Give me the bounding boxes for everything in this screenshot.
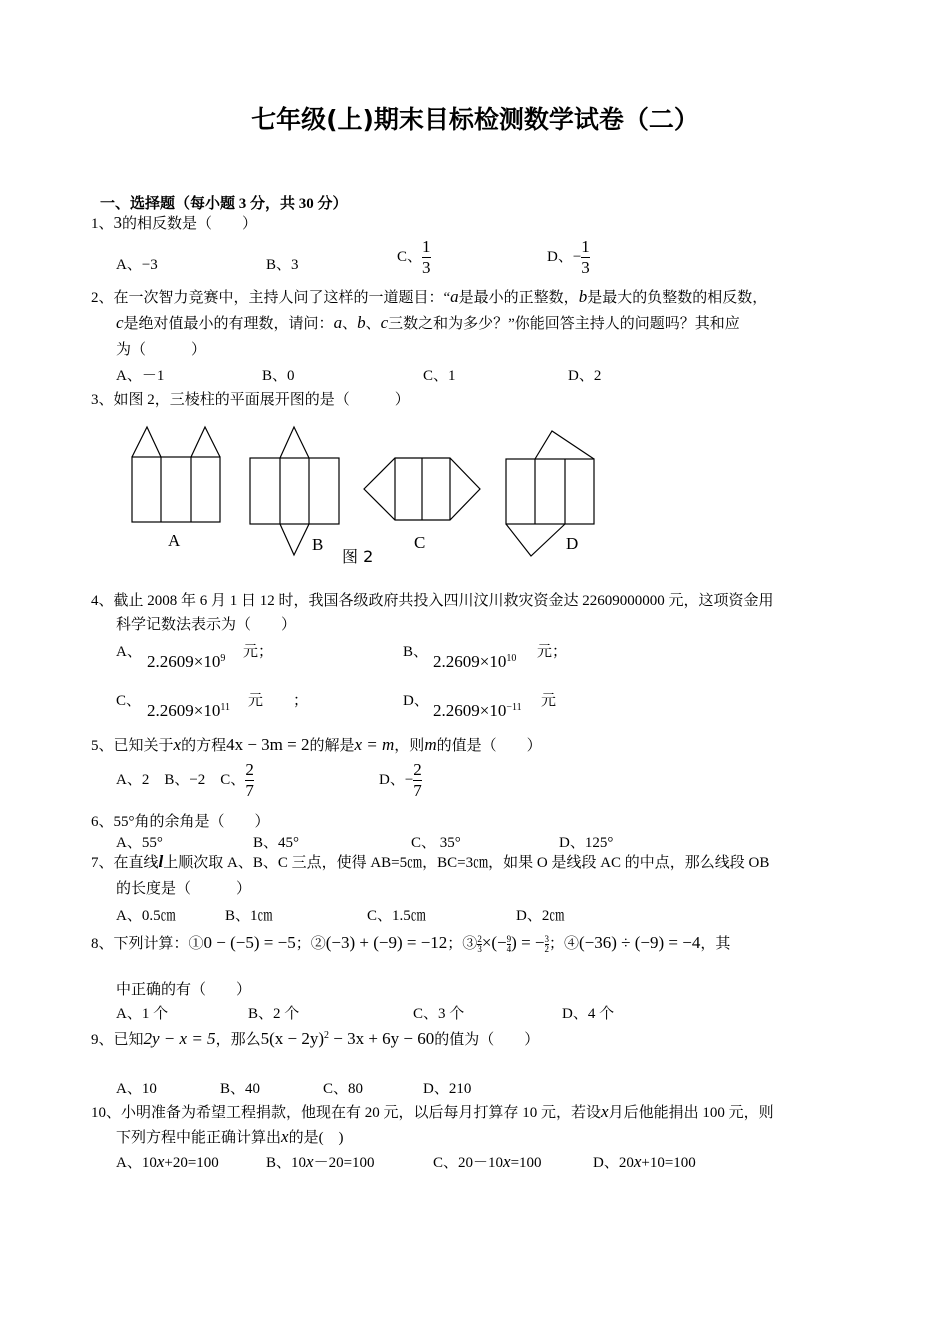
q7-option-a: A、0.5㎝	[116, 908, 176, 924]
q4-option-b-label: B、	[403, 644, 429, 660]
question-2-line3: 为（ ）	[116, 342, 207, 358]
question-6: 6、55°角的余角是（ ）	[91, 814, 270, 830]
q4-option-b-unit: 元；	[537, 644, 568, 660]
q4-option-b: $2.2609\times 10^{10}$	[433, 652, 517, 671]
q7-option-c: C、1.5㎝	[367, 908, 426, 924]
q4-option-d-unit: 元	[541, 693, 557, 709]
q1-number: 1、	[91, 216, 114, 232]
net-label-c: C	[414, 533, 426, 552]
question-8-line1: 8、下列计算：①0 − (−5) = −5；②(−3) + (−9) = −12；③ $\frac{2}{3}$ ×(− $\frac{9}{4}$ ) = − $\frac{3}{2}$ ；④(−36) ÷ (−9) = −4，其	[91, 933, 731, 955]
q9-option-a: A、10	[116, 1081, 157, 1097]
q9-option-d: D、210	[423, 1081, 472, 1097]
q8-option-d: D、4 个	[562, 1006, 615, 1022]
q6-option-a: A、55°	[116, 835, 163, 851]
question-3: 3、如图 2，三棱柱的平面展开图的是（ ）	[91, 392, 410, 408]
net-b	[250, 427, 339, 555]
q4-option-d-label: D、	[403, 693, 429, 709]
q2-option-a: A、－1	[116, 368, 165, 384]
question-4-line1: 4、截止 2008 年 6 月 1 日 12 时，我国各级政府共投入四川汶川救灾资金达 22609000000 元，这项资金用	[91, 593, 774, 609]
q1-option-c: C、 $\frac{1}{3}$	[397, 237, 431, 277]
q4-option-a: $2.2609\times 10^9$	[147, 652, 226, 671]
q1-option-a: A、−3	[116, 257, 158, 273]
net-c	[364, 458, 480, 520]
net-label-b: B	[312, 535, 324, 554]
question-10-line2: 下列方程中能正确计算出x的是( )	[116, 1127, 344, 1146]
question-2-line2: c是绝对值最小的有理数，请问：a、b、c三数之和为多少？”你能回答主持人的问题吗？其和应	[116, 313, 740, 332]
q1-text: 的相反数是（ ）	[122, 216, 258, 232]
q10-option-c: C、20－10x=100	[433, 1152, 542, 1171]
q4-option-a-label: A、	[116, 644, 142, 660]
q5-option-d: D、− $\frac{2}{7}$	[379, 760, 422, 800]
q10-option-d: D、20x+10=100	[593, 1152, 696, 1171]
net-label-a: A	[168, 531, 181, 550]
q8-option-a: A、1 个	[116, 1006, 169, 1022]
question-4-line2: 科学记数法表示为（ ）	[116, 617, 297, 633]
q10-option-a: A、10x+20=100	[116, 1152, 219, 1171]
q4-option-c: $2.2609\times 10^{11}$	[147, 701, 230, 720]
q1-number-3: 3	[113, 213, 123, 232]
q4-option-c-label: C、	[116, 693, 142, 709]
q10-option-b: B、10x－20=100	[266, 1152, 375, 1171]
q7-option-d: D、2㎝	[516, 908, 565, 924]
q2-option-c: C、1	[423, 368, 456, 384]
q1-option-b: B、3	[266, 257, 299, 273]
question-1	[91, 212, 257, 233]
q4-option-c-unit: 元 ；	[248, 693, 309, 709]
q6-option-b: B、45°	[253, 835, 300, 851]
q9-option-b: B、40	[220, 1081, 261, 1097]
question-7-line1: 7、在直线l上顺次取 A、B、C 三点，使得 AB=5㎝，BC=3㎝，如果 O 是线段 AC 的中点，那么线段 OB	[91, 852, 770, 871]
question-9: 9、已知2y − x = 5，那么$5(x - 2y)^2 - 3x + 6y - 60$的值为（ ）	[91, 1029, 540, 1048]
question-5: 5、已知关于x的方程4x − 3m = 2的解是x = m，则m的值是（ ）	[91, 735, 542, 754]
question-7-line2: 的长度是（ ）	[116, 881, 252, 897]
net-d	[506, 431, 594, 556]
net-a	[132, 427, 220, 522]
q7-option-b: B、1㎝	[225, 908, 273, 924]
q2-option-d: D、2	[568, 368, 602, 384]
q6-option-c: C、 35°	[411, 835, 461, 851]
q8-option-b: B、2 个	[248, 1006, 300, 1022]
page-title: 七年级(上)期末目标检测数学试卷（二）	[251, 105, 699, 134]
q9-option-c: C、80	[323, 1081, 364, 1097]
q4-option-d: $2.2609\times 10^{-11}$	[433, 701, 522, 720]
section-heading: 一、选择题（每小题 3 分，共 30 分）	[100, 196, 348, 212]
question-10-line1: 10、小明准备为希望工程捐款，他现在有 20 元，以后每月打算存 10 元，若设x月后他能捐出 100 元，则	[91, 1102, 774, 1121]
question-8-line2: 中正确的有（ ）	[116, 982, 252, 998]
q5-options-abc: A、2 B、−2 C、 $\frac{2}{7}$	[116, 760, 254, 800]
q1-option-d: D、− $\frac{1}{3}$	[547, 237, 590, 277]
figure-caption: 图 2	[342, 547, 374, 566]
question-2-line1: 2、在一次智力竞赛中，主持人问了这样的一道题目：“a是最小的正整数，b是最大的负整数的相反数，	[91, 287, 768, 306]
q2-option-b: B、0	[262, 368, 295, 384]
q6-option-d: D、125°	[559, 835, 614, 851]
q8-option-c: C、3 个	[413, 1006, 465, 1022]
q4-option-a-unit: 元；	[243, 644, 274, 660]
net-label-d: D	[566, 534, 579, 553]
